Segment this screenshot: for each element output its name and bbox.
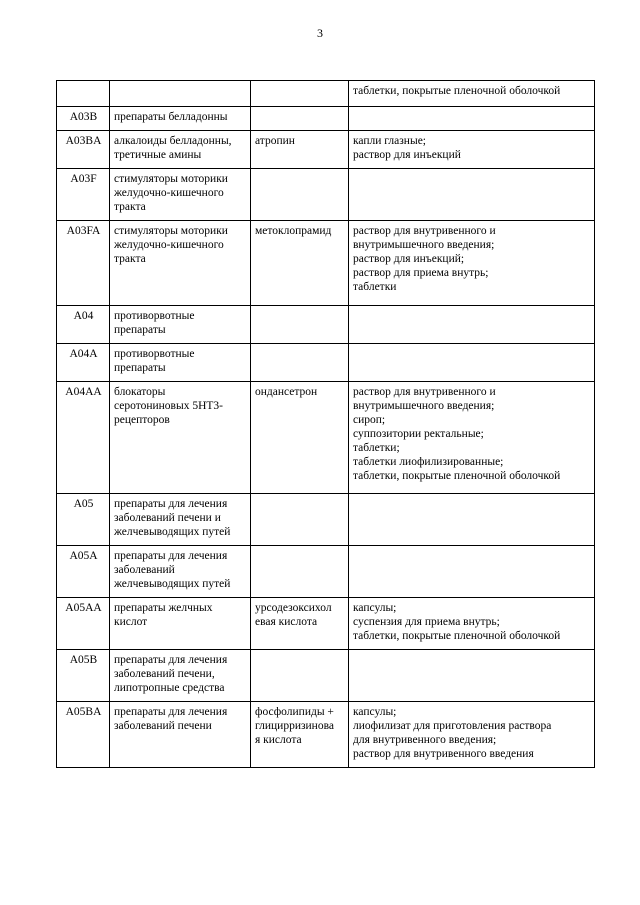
- atc-code-cell: A05B: [57, 650, 110, 702]
- dosage-forms-cell: [349, 107, 595, 131]
- table-row: [57, 169, 595, 221]
- dosage-forms-cell: капсулы; лиофилизат для приготовления раствора для внутривенного введения; раствор для внутривенного введения: [349, 702, 595, 768]
- substance-cell: [251, 344, 349, 382]
- table-row: [57, 107, 595, 131]
- substance-cell: атропин: [251, 131, 349, 169]
- drug-table: [56, 80, 595, 768]
- dosage-forms-cell: [349, 494, 595, 546]
- table-row: [57, 546, 595, 598]
- substance-cell: [251, 546, 349, 598]
- substance-cell: ондансетрон: [251, 382, 349, 494]
- group-cell: препараты для лечения заболеваний желчевыводящих путей: [110, 546, 251, 598]
- group-cell: блокаторы серотониновых 5HT3- рецепторов: [110, 382, 251, 494]
- table-row: [57, 494, 595, 546]
- atc-code-cell: [57, 81, 110, 107]
- page-number: 3: [317, 26, 323, 40]
- table-row: [57, 382, 595, 494]
- group-cell: [110, 81, 251, 107]
- atc-code-cell: A05BA: [57, 702, 110, 768]
- substance-cell: [251, 650, 349, 702]
- atc-code-cell: A03F: [57, 169, 110, 221]
- table-row: [57, 702, 595, 768]
- group-cell: стимуляторы моторики желудочно-кишечного тракта: [110, 221, 251, 306]
- atc-code-cell: A05A: [57, 546, 110, 598]
- group-cell: препараты для лечения заболеваний печени и желчевыводящих путей: [110, 494, 251, 546]
- group-cell: препараты для лечения заболеваний печени, липотропные средства: [110, 650, 251, 702]
- atc-code-cell: A03FA: [57, 221, 110, 306]
- group-cell: противорвотные препараты: [110, 344, 251, 382]
- table-row: [57, 221, 595, 306]
- dosage-forms-cell: [349, 169, 595, 221]
- atc-code-cell: A03B: [57, 107, 110, 131]
- group-cell: препараты белладонны: [110, 107, 251, 131]
- substance-cell: урсодезоксихол евая кислота: [251, 598, 349, 650]
- atc-code-cell: A04AA: [57, 382, 110, 494]
- atc-code-cell: A03BA: [57, 131, 110, 169]
- dosage-forms-cell: таблетки, покрытые пленочной оболочкой: [349, 81, 595, 107]
- group-cell: противорвотные препараты: [110, 306, 251, 344]
- group-cell: препараты желчных кислот: [110, 598, 251, 650]
- group-cell: стимуляторы моторики желудочно-кишечного тракта: [110, 169, 251, 221]
- dosage-forms-cell: капли глазные; раствор для инъекций: [349, 131, 595, 169]
- group-cell: препараты для лечения заболеваний печени: [110, 702, 251, 768]
- atc-code-cell: A04: [57, 306, 110, 344]
- substance-cell: [251, 169, 349, 221]
- table-row: [57, 598, 595, 650]
- substance-cell: [251, 107, 349, 131]
- table-row: [57, 131, 595, 169]
- substance-cell: [251, 306, 349, 344]
- substance-cell: [251, 81, 349, 107]
- dosage-forms-cell: раствор для внутривенного и внутримышечного введения; сироп; суппозитории ректальные; таблетки; таблетки лиофилизированные; таблетки, покрытые пленочной оболочкой: [349, 382, 595, 494]
- atc-code-cell: A05AA: [57, 598, 110, 650]
- table-row: [57, 81, 595, 107]
- atc-code-cell: A05: [57, 494, 110, 546]
- table-row: [57, 306, 595, 344]
- group-cell: алкалоиды белладонны, третичные амины: [110, 131, 251, 169]
- table-row: [57, 344, 595, 382]
- dosage-forms-cell: [349, 650, 595, 702]
- dosage-forms-cell: [349, 306, 595, 344]
- substance-cell: [251, 494, 349, 546]
- dosage-forms-cell: [349, 344, 595, 382]
- substance-cell: фосфолипиды + глицирризинова я кислота: [251, 702, 349, 768]
- atc-code-cell: A04A: [57, 344, 110, 382]
- dosage-forms-cell: раствор для внутривенного и внутримышечного введения; раствор для инъекций; раствор для приема внутрь; таблетки: [349, 221, 595, 306]
- substance-cell: метоклопрамид: [251, 221, 349, 306]
- dosage-forms-cell: капсулы; суспензия для приема внутрь; таблетки, покрытые пленочной оболочкой: [349, 598, 595, 650]
- table-row: [57, 650, 595, 702]
- dosage-forms-cell: [349, 546, 595, 598]
